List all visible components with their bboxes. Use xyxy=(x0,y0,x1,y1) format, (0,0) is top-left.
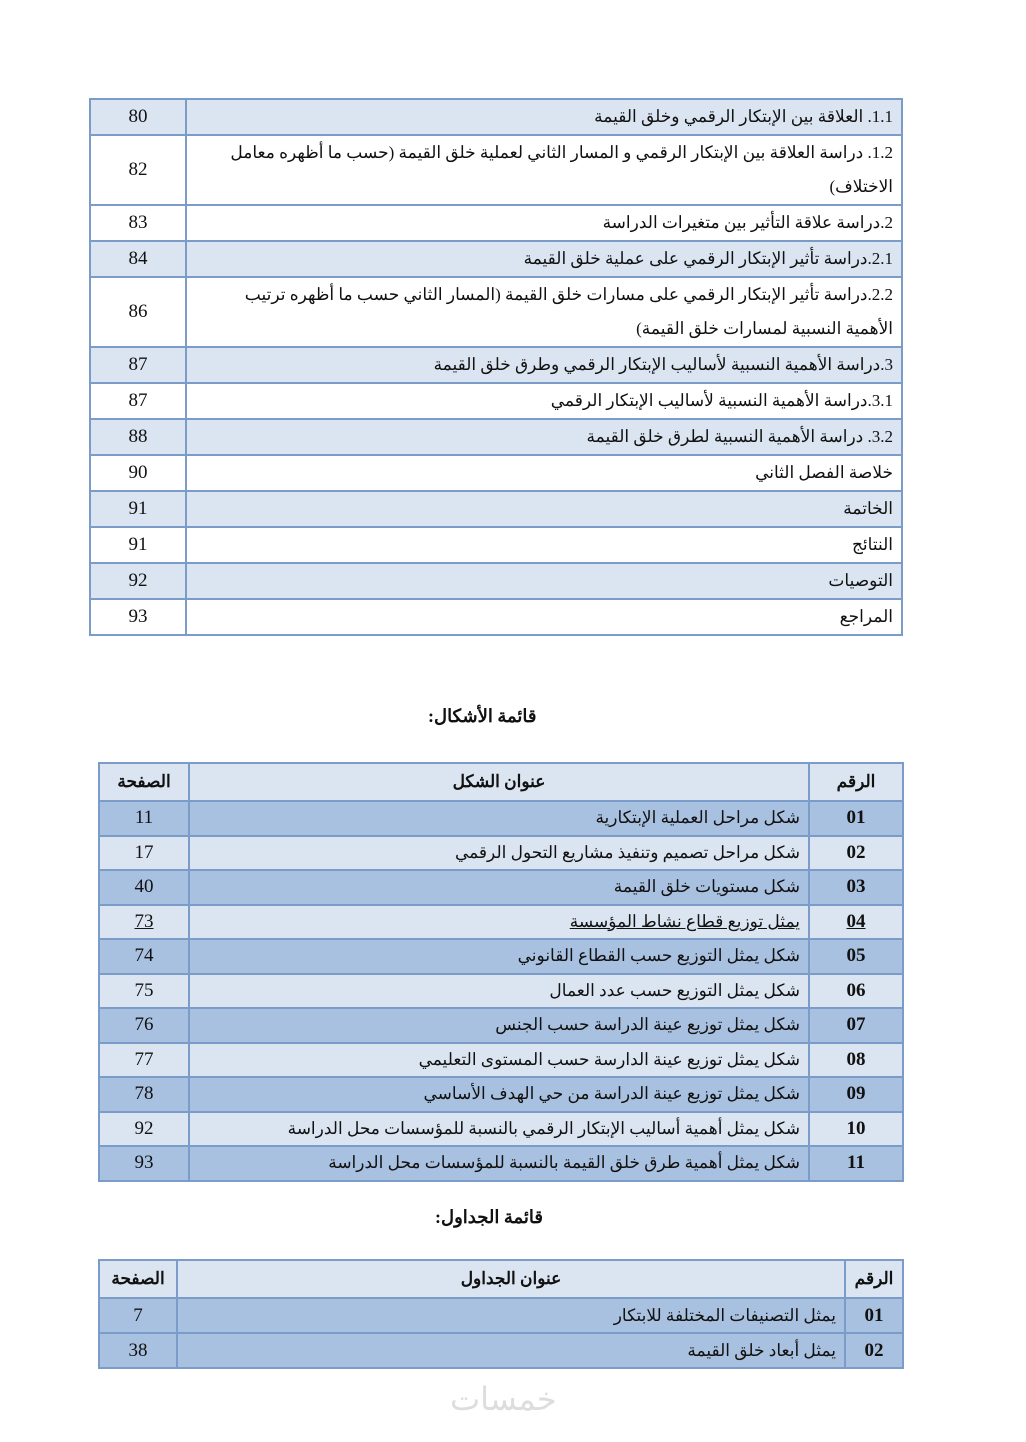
row-title: يمثل أبعاد خلق القيمة xyxy=(177,1333,845,1368)
row-page: 78 xyxy=(99,1077,189,1112)
row-number: 02 xyxy=(845,1333,903,1368)
list-row xyxy=(99,1077,903,1112)
row-number: 01 xyxy=(809,801,903,836)
toc-row xyxy=(90,419,902,455)
row-number: 09 xyxy=(809,1077,903,1112)
row-page: 76 xyxy=(99,1008,189,1043)
list-row xyxy=(99,1298,903,1333)
row-title: شكل يمثل أهمية أساليب الإبتكار الرقمي بالنسبة للمؤسسات محل الدراسة xyxy=(189,1112,809,1147)
toc-title: 1.2. دراسة العلاقة بين الإبتكار الرقمي و المسار الثاني لعملية خلق القيمة (حسب ما أظهره معامل الاختلاف) xyxy=(186,135,902,205)
toc-title: الخاتمة xyxy=(186,491,902,527)
row-title: شكل مراحل العملية الإبتكارية xyxy=(189,801,809,836)
row-number: 10 xyxy=(809,1112,903,1147)
list-row xyxy=(99,905,903,940)
toc-title: 1.1. العلاقة بين الإبتكار الرقمي وخلق القيمة xyxy=(186,99,902,135)
list-row xyxy=(99,1146,903,1181)
header-number: الرقم xyxy=(809,763,903,801)
toc-title: 2.دراسة علاقة التأثير بين متغيرات الدراسة xyxy=(186,205,902,241)
toc-title: 3.دراسة الأهمية النسبية لأساليب الإبتكار الرقمي وطرق خلق القيمة xyxy=(186,347,902,383)
list-row xyxy=(99,1008,903,1043)
row-page: 7 xyxy=(99,1298,177,1333)
toc-page: 87 xyxy=(90,383,186,419)
list-row xyxy=(99,1112,903,1147)
row-page: 74 xyxy=(99,939,189,974)
row-title: يمثل توزيع قطاع نشاط المؤسسة xyxy=(189,905,809,940)
row-title: شكل يمثل التوزيع حسب عدد العمال xyxy=(189,974,809,1009)
header-title: عنوان الجداول xyxy=(177,1260,845,1298)
list-row xyxy=(99,801,903,836)
toc-row xyxy=(90,563,902,599)
toc-title: 3.1.دراسة الأهمية النسبية لأساليب الإبتكار الرقمي xyxy=(186,383,902,419)
list-row xyxy=(99,974,903,1009)
toc-page: 91 xyxy=(90,527,186,563)
toc-row xyxy=(90,277,902,347)
figures-table xyxy=(98,762,904,1182)
row-page: 40 xyxy=(99,870,189,905)
tables-heading: قائمة الجداول: xyxy=(435,1207,543,1227)
toc-row xyxy=(90,599,902,635)
row-number: 08 xyxy=(809,1043,903,1078)
row-page: 92 xyxy=(99,1112,189,1147)
toc-row xyxy=(90,99,902,135)
row-number: 01 xyxy=(845,1298,903,1333)
header-number: الرقم xyxy=(845,1260,903,1298)
figures-heading: قائمة الأشكال: xyxy=(428,706,537,726)
toc-page: 92 xyxy=(90,563,186,599)
list-row xyxy=(99,939,903,974)
header-page: الصفحة xyxy=(99,1260,177,1298)
header-title: عنوان الشكل xyxy=(189,763,809,801)
toc-row xyxy=(90,135,902,205)
row-number: 02 xyxy=(809,836,903,871)
row-number: 03 xyxy=(809,870,903,905)
row-title: شكل يمثل توزيع عينة الدارسة حسب المستوى التعليمي xyxy=(189,1043,809,1078)
toc-title: المراجع xyxy=(186,599,902,635)
row-page: 17 xyxy=(99,836,189,871)
toc-page: 86 xyxy=(90,277,186,347)
toc-page: 83 xyxy=(90,205,186,241)
toc-title: 2.1.دراسة تأثير الإبتكار الرقمي على عملية خلق القيمة xyxy=(186,241,902,277)
toc-row xyxy=(90,491,902,527)
list-row xyxy=(99,836,903,871)
row-title: شكل يمثل التوزيع حسب القطاع القانوني xyxy=(189,939,809,974)
row-number: 05 xyxy=(809,939,903,974)
row-page: 73 xyxy=(99,905,189,940)
toc-row xyxy=(90,383,902,419)
toc-title: النتائج xyxy=(186,527,902,563)
header-page: الصفحة xyxy=(99,763,189,801)
toc-title: 2.2.دراسة تأثير الإبتكار الرقمي على مسارات خلق القيمة (المسار الثاني حسب ما أظهره ترتيب الأهمية النسبية لمسارات خلق القيمة) xyxy=(186,277,902,347)
row-title: شكل يمثل توزيع عينة الدراسة حسب الجنس xyxy=(189,1008,809,1043)
toc-page: 87 xyxy=(90,347,186,383)
toc-row xyxy=(90,205,902,241)
toc-row xyxy=(90,455,902,491)
row-title: شكل يمثل توزيع عينة الدراسة من حي الهدف الأساسي xyxy=(189,1077,809,1112)
toc-page: 82 xyxy=(90,135,186,205)
row-title: يمثل التصنيفات المختلفة للابتكار xyxy=(177,1298,845,1333)
toc-page: 93 xyxy=(90,599,186,635)
toc-page: 91 xyxy=(90,491,186,527)
toc-page: 88 xyxy=(90,419,186,455)
row-page: 11 xyxy=(99,801,189,836)
watermark-logo: خمسات xyxy=(450,1380,557,1418)
list-row xyxy=(99,1333,903,1368)
row-number: 04 xyxy=(809,905,903,940)
list-row xyxy=(99,1043,903,1078)
toc-title: خلاصة الفصل الثاني xyxy=(186,455,902,491)
list-row xyxy=(99,870,903,905)
toc-row xyxy=(90,527,902,563)
row-title: شكل يمثل أهمية طرق خلق القيمة بالنسبة للمؤسسات محل الدراسة xyxy=(189,1146,809,1181)
toc-row xyxy=(90,347,902,383)
row-title: شكل مراحل تصميم وتنفيذ مشاريع التحول الرقمي xyxy=(189,836,809,871)
toc-title: 3.2. دراسة الأهمية النسبية لطرق خلق القيمة xyxy=(186,419,902,455)
row-title: شكل مستويات خلق القيمة xyxy=(189,870,809,905)
row-number: 11 xyxy=(809,1146,903,1181)
row-page: 77 xyxy=(99,1043,189,1078)
row-number: 06 xyxy=(809,974,903,1009)
row-page: 38 xyxy=(99,1333,177,1368)
tables-table xyxy=(98,1259,904,1369)
toc-title: التوصيات xyxy=(186,563,902,599)
row-page: 75 xyxy=(99,974,189,1009)
toc-page: 80 xyxy=(90,99,186,135)
toc-page: 84 xyxy=(90,241,186,277)
row-page: 93 xyxy=(99,1146,189,1181)
contents-table xyxy=(89,98,903,636)
toc-page: 90 xyxy=(90,455,186,491)
row-number: 07 xyxy=(809,1008,903,1043)
toc-row xyxy=(90,241,902,277)
